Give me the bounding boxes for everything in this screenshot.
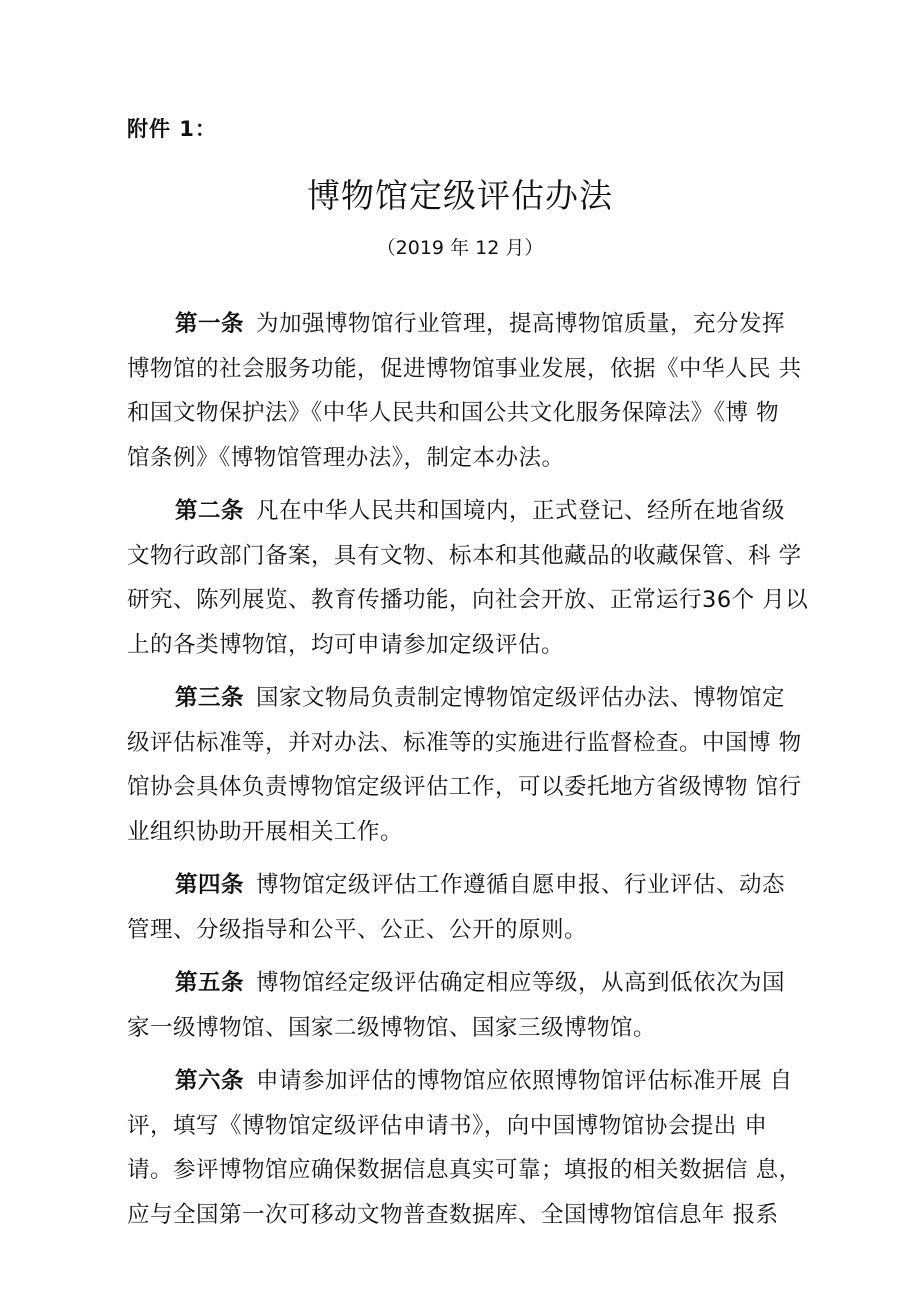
article-line: 第二条 凡在中华人民共和国境内，正式登记、经所在地省级 bbox=[175, 498, 786, 524]
article-label: 第四条 bbox=[175, 872, 245, 898]
article-line: 第三条 国家文物局负责制定博物馆定级评估办法、博物馆定 bbox=[175, 685, 786, 711]
article-line: 级评估标准等，并对办法、标准等的实施进行监督检查。中国博 物 bbox=[127, 729, 802, 756]
article-line: 和国文物保护法》《中华人民共和国公共文化服务保障法》《博 物 bbox=[127, 400, 780, 426]
article-1 bbox=[127, 302, 807, 480]
article-label: 第三条 bbox=[175, 685, 245, 711]
article-line: 博物馆的社会服务功能，促进博物馆事业发展，依据《中华人民 共 bbox=[127, 355, 802, 382]
article-line: 文物行政部门备案，具有文物、标本和其他藏品的收藏保管、科 学 bbox=[127, 542, 802, 569]
article-4 bbox=[127, 863, 807, 952]
article-line: 家一级博物馆、国家二级博物馆、国家三级博物馆。 bbox=[127, 1014, 657, 1041]
article-line: 管理、分级指导和公平、公正、公开的原则。 bbox=[127, 916, 588, 943]
article-line: 上的各类博物馆，均可申请参加定级评估。 bbox=[127, 631, 565, 658]
article-line: 馆协会具体负责博物馆定级评估工作，可以委托地方省级博物 馆行 bbox=[127, 774, 802, 800]
article-line: 馆条例》《博物馆管理办法》，制定本办法。 bbox=[127, 444, 565, 471]
article-line: 第四条 博物馆定级评估工作遵循自愿申报、行业评估、动态 bbox=[175, 872, 786, 898]
article-line: 第六条 申请参加评估的博物馆应依照博物馆评估标准开展 自 bbox=[175, 1068, 793, 1094]
document-title: 博物馆定级评估办法 bbox=[307, 176, 613, 215]
article-6 bbox=[127, 1059, 807, 1237]
article-label: 第五条 bbox=[175, 970, 245, 996]
article-label: 第二条 bbox=[175, 498, 245, 524]
attachment-label: 附件 1： bbox=[127, 117, 217, 141]
article-2 bbox=[127, 489, 807, 667]
article-line: 业组织协助开展相关工作。 bbox=[127, 818, 404, 845]
document-date: （2019 年 12 月） bbox=[376, 237, 544, 259]
article-line: 第一条 为加强博物馆行业管理，提高博物馆质量，充分发挥 bbox=[175, 311, 786, 337]
article-5 bbox=[127, 961, 807, 1050]
article-label: 第一条 bbox=[175, 311, 245, 337]
article-line: 第五条 博物馆经定级评估确定相应等级，从高到低依次为国 bbox=[175, 970, 786, 996]
article-line: 研究、陈列展览、教育传播功能，向社会开放、正常运行36个 月以 bbox=[127, 587, 809, 613]
article-3 bbox=[127, 676, 807, 854]
article-line: 评，填写《博物馆定级评估申请书》，向中国博物馆协会提出 申 bbox=[127, 1112, 768, 1139]
document-body bbox=[127, 302, 807, 1246]
article-line: 请。参评博物馆应确保数据信息真实可靠；填报的相关数据信 息， bbox=[127, 1157, 802, 1183]
article-line: 应与全国第一次可移动文物普查数据库、全国博物馆信息年 报系 bbox=[127, 1201, 779, 1228]
article-label: 第六条 bbox=[175, 1068, 245, 1094]
